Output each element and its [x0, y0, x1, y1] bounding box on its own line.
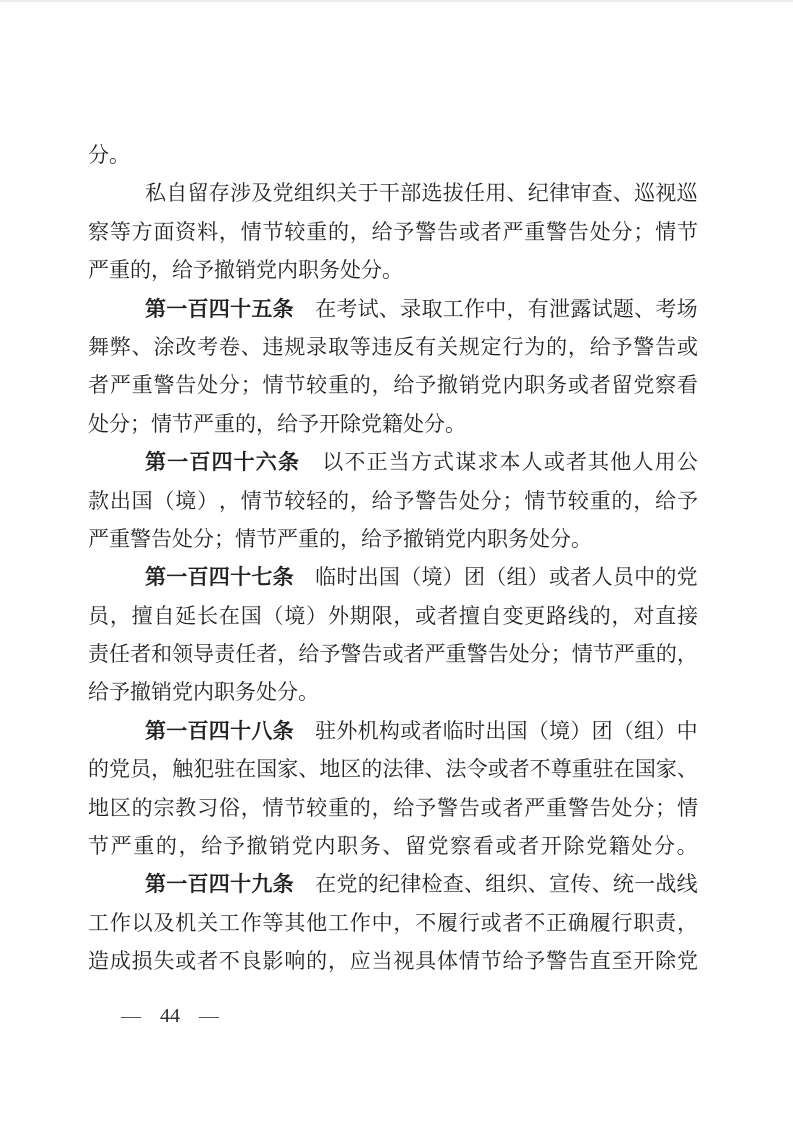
text-line: 第 一 百 四 十 八 条 驻 外 机 构 或 者 临 时 出 国 （ 境 ） 团 （ 组 ） 中: [145, 718, 698, 743]
text-line: 分。: [88, 143, 130, 167]
text-line: 员 ， 擅 自 延 长 在 国 （ 境 ） 外 期 限 ， 或 者 擅 自 变 更 路 线 的 ， 对 直 接: [88, 603, 698, 628]
text-line: 款 出 国 （ 境 ） ， 情 节 较 轻 的 ， 给 予 警 告 处 分 ； 情 节 较 重 的 ， 给 予: [88, 488, 698, 513]
text-line: 严重的，给予撤销党内职务处分。: [88, 258, 403, 283]
text-line: 造 成 损 失 或 者 不 良 影 响 的 ， 应 当 视 具 体 情 节 给 予 警 告 直 至 开 除 党: [88, 949, 698, 974]
text-line: 私 自 留 存 涉 及 党 组 织 关 于 干 部 选 拔 任 用 、 纪 律 审 查 、 巡 视 巡: [145, 181, 698, 206]
text-line: 节 严 重 的 ， 给 予 撤 销 党 内 职 务 、 留 党 察 看 或 者 开 除 党 籍 处 分 。: [88, 834, 698, 859]
text-line: 舞 弊 、 涂 改 考 卷 、 违 规 录 取 等 违 反 有 关 规 定 行 为 的 ， 给 予 警 告 或: [88, 334, 698, 359]
text-line: 者 严 重 警 告 处 分 ； 情 节 较 重 的 ， 给 予 撤 销 党 内 职 务 或 者 留 党 察 看: [88, 373, 698, 398]
text-block: [88, 136, 698, 981]
text-line: 第 一 百 四 十 九 条 在 党 的 纪 律 检 查 、 组 织 、 宣 传 、 统 一 战 线: [145, 872, 698, 897]
text-line: 给予撤销党内职务处分。: [88, 680, 319, 705]
text-line: 察 等 方 面 资 料 ， 情 节 较 重 的 ， 给 予 警 告 或 者 严 重 警 告 处 分 ； 情 节: [88, 219, 698, 244]
footer-dash-right: —: [199, 1004, 219, 1027]
text-line: 第 一 百 四 十 六 条 以 不 正 当 方 式 谋 求 本 人 或 者 其 他 人 用 公: [145, 450, 698, 475]
page-top-edge: [0, 0, 793, 2]
text-line: 的 党 员 ， 触 犯 驻 在 国 家 、 地 区 的 法 律 、 法 令 或 者 不 尊 重 驻 在 国 家 、: [88, 757, 698, 782]
footer-dash-left: —: [121, 1004, 141, 1027]
text-line: 处分；情节严重的，给予开除党籍处分。: [88, 411, 466, 436]
text-line: 工 作 以 及 机 关 工 作 等 其 他 工 作 中 ， 不 履 行 或 者 不 正 确 履 行 职 责 ，: [88, 910, 698, 935]
page-footer: [121, 1003, 219, 1029]
text-line: 严重警告处分；情节严重的，给予撤销党内职务处分。: [88, 526, 592, 551]
page-number: 44: [160, 1004, 180, 1027]
text-line: 责 任 者 和 领 导 责 任 者 ， 给 予 警 告 或 者 严 重 警 告 处 分 ； 情 节 严 重 的 ，: [88, 642, 698, 667]
text-line: 第 一 百 四 十 五 条 在 考 试 、 录 取 工 作 中 ， 有 泄 露 试 题 、 考 场: [145, 296, 698, 321]
text-line: 地 区 的 宗 教 习 俗 ， 情 节 较 重 的 ， 给 予 警 告 或 者 严 重 警 告 处 分 ； 情: [88, 795, 698, 820]
text-line: 第 一 百 四 十 七 条 临 时 出 国 （ 境 ） 团 （ 组 ） 或 者 人 员 中 的 党: [145, 565, 698, 590]
